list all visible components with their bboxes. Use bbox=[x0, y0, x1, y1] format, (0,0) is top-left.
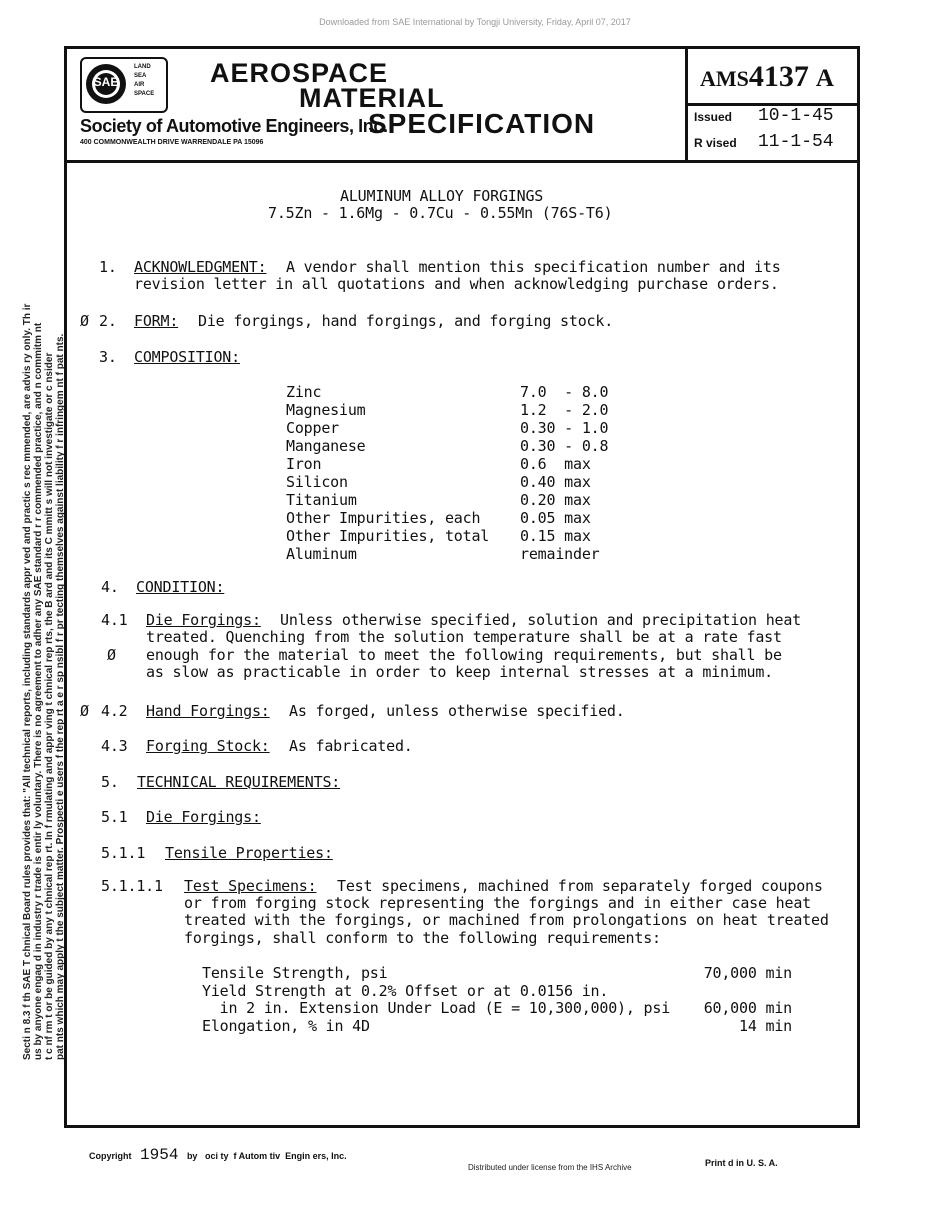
download-note: Downloaded from SAE International by Tongji University, Friday, April 07, 2017 bbox=[319, 17, 631, 27]
prop-value: 70,000 min bbox=[703, 964, 792, 982]
s41-num: 4.1 bbox=[101, 611, 128, 629]
composition-row bbox=[286, 491, 608, 509]
element-name: Manganese bbox=[286, 437, 366, 455]
s41-mark: Ø bbox=[107, 646, 116, 664]
s5111-line1: Test specimens, machined from separately forged coupons bbox=[337, 877, 823, 895]
element-name: Copper bbox=[286, 419, 339, 437]
header-divider bbox=[66, 160, 858, 163]
element-name: Zinc bbox=[286, 383, 322, 401]
s2-num: 2. bbox=[99, 312, 117, 330]
s43-text: As fabricated. bbox=[289, 737, 413, 755]
s41-line3: enough for the material to meet the following requirements, but shall be bbox=[146, 646, 782, 664]
s5111-head: Test Specimens: bbox=[184, 877, 317, 895]
s42-mark: Ø bbox=[80, 702, 89, 720]
composition-row bbox=[286, 455, 608, 473]
element-name: Iron bbox=[286, 455, 322, 473]
composition-row bbox=[286, 383, 608, 401]
s41-line2: treated. Quenching from the solution temperature shall be at a rate fast bbox=[146, 628, 782, 646]
element-range: 1.2 - 2.0 bbox=[520, 401, 609, 419]
revised-label: R vised bbox=[694, 136, 737, 150]
s43-head: Forging Stock: bbox=[146, 737, 270, 755]
s43-num: 4.3 bbox=[101, 737, 128, 755]
s41-line1: Unless otherwise specified, solution and precipitation heat bbox=[280, 611, 802, 629]
element-range: 0.20 max bbox=[520, 491, 591, 509]
header-aerospace: AEROSPACE bbox=[210, 58, 389, 88]
header-specification: SPECIFICATION bbox=[368, 108, 596, 139]
element-name: Other Impurities, total bbox=[286, 527, 490, 545]
element-name: Aluminum bbox=[286, 545, 357, 563]
element-name: Titanium bbox=[286, 491, 357, 509]
prop-label: in 2 in. Extension Under Load (E = 10,300,000), psi bbox=[202, 999, 671, 1017]
s2-text: Die forgings, hand forgings, and forging stock. bbox=[198, 312, 614, 330]
composition-row bbox=[286, 473, 608, 491]
s4-head: CONDITION: bbox=[136, 578, 225, 596]
s5111-line2: or from forging stock representing the forgings and in either case heat bbox=[184, 894, 811, 912]
composition-row bbox=[286, 437, 608, 455]
s3-head: COMPOSITION: bbox=[134, 348, 240, 366]
s41-line4: as slow as practicable in order to keep internal stresses at a minimum. bbox=[146, 663, 773, 681]
composition-table bbox=[286, 383, 608, 563]
s1-num: 1. bbox=[99, 258, 117, 276]
composition-row bbox=[286, 401, 608, 419]
s511-head: Tensile Properties: bbox=[165, 844, 333, 862]
s5111-line4: forgings, shall conform to the following requirements: bbox=[184, 929, 661, 947]
prop-value: 14 min bbox=[739, 1016, 792, 1035]
society-address: 400 COMMONWEALTH DRIVE WARRENDALE PA 15096 bbox=[80, 139, 264, 146]
side-note: Secti n 8.3 f th SAE T chnical Board rules provides that: "All technical reports, including standards appr ved and practic s rec mmended, are advis ry only. Th ir us by anyone engag d in industry r trade is entir ly voluntary. There is no agreement to adher any SAE standard r r commended practice, and n commitm nt t c nf rm t or be guided by any t chnical rep rt. In f rmulating and appr ving t chnical rep rts, the B ard and its C mmitt s will not investigate or c nsider pat nts which may apply t the subject matter. Prospecti e users f the rep rt a e r sp nsibl f r pr tecting themselves against liability f r infringem nt f pat nts. bbox=[22, 303, 66, 1060]
s5-head: TECHNICAL REQUIREMENTS: bbox=[137, 773, 341, 791]
s51-head: Die Forgings: bbox=[146, 808, 261, 826]
prop-label: Elongation, % in 4D bbox=[202, 1016, 370, 1035]
element-name: Magnesium bbox=[286, 401, 366, 419]
prop-row bbox=[202, 964, 792, 982]
prop-row bbox=[202, 1017, 792, 1035]
s5111-line3: treated with the forgings, or machined from prolongations on heat treated bbox=[184, 911, 829, 929]
s1-line1: A vendor shall mention this specification number and its bbox=[286, 258, 781, 276]
props-list bbox=[202, 964, 792, 1034]
prop-row bbox=[202, 999, 792, 1017]
printed-note: Print d in U. S. A. bbox=[705, 1158, 778, 1168]
element-range: 0.40 max bbox=[520, 473, 591, 491]
element-range: 0.30 - 1.0 bbox=[520, 419, 609, 437]
s42-text: As forged, unless otherwise specified. bbox=[289, 702, 625, 720]
element-range: remainder bbox=[520, 545, 600, 563]
s1-head: ACKNOWLEDGMENT: bbox=[134, 258, 267, 276]
s3-num: 3. bbox=[99, 348, 117, 366]
ams-number: AMS4137 A bbox=[700, 60, 834, 93]
s42-num: 4.2 bbox=[101, 702, 128, 720]
logo-letters: SAE bbox=[93, 75, 119, 89]
composition-row bbox=[286, 545, 608, 563]
s1-line2: revision letter in all quotations and when acknowledging purchase orders. bbox=[134, 275, 779, 293]
s4-num: 4. bbox=[101, 578, 119, 596]
element-range: 0.05 max bbox=[520, 509, 591, 527]
s5-num: 5. bbox=[101, 773, 119, 791]
doc-title-2: 7.5Zn - 1.6Mg - 0.7Cu - 0.55Mn (76S-T6) bbox=[268, 204, 613, 222]
composition-row bbox=[286, 419, 608, 437]
s51-num: 5.1 bbox=[101, 808, 128, 826]
element-range: 0.30 - 0.8 bbox=[520, 437, 609, 455]
s2-mark: Ø bbox=[80, 312, 89, 330]
element-name: Other Impurities, each bbox=[286, 509, 481, 527]
prop-row bbox=[202, 982, 792, 1000]
s511-num: 5.1.1 bbox=[101, 844, 146, 862]
doc-title-1: ALUMINUM ALLOY FORGINGS bbox=[340, 187, 544, 205]
composition-row bbox=[286, 509, 608, 527]
issued-date: 10-1-45 bbox=[758, 106, 834, 126]
distributed-note: Distributed under license from the IHS Archive bbox=[468, 1163, 632, 1172]
header-material: MATERIAL bbox=[299, 83, 445, 113]
composition-row bbox=[286, 527, 608, 545]
logo-words: LAND SEA AIR SPACE bbox=[134, 64, 155, 97]
element-range: 0.15 max bbox=[520, 527, 591, 545]
element-name: Silicon bbox=[286, 473, 348, 491]
s5111-num: 5.1.1.1 bbox=[101, 877, 163, 895]
element-range: 7.0 - 8.0 bbox=[520, 383, 609, 401]
element-range: 0.6 max bbox=[520, 455, 591, 473]
prop-label: Yield Strength at 0.2% Offset or at 0.0156 in. bbox=[202, 981, 609, 1000]
sae-logo bbox=[80, 57, 168, 113]
revised-date: 11-1-54 bbox=[758, 132, 834, 152]
s41-head: Die Forgings: bbox=[146, 611, 261, 629]
society-name: Society of Automotive Engineers, Inc. bbox=[80, 116, 388, 136]
s2-head: FORM: bbox=[134, 312, 179, 330]
prop-value: 60,000 min bbox=[703, 999, 792, 1017]
prop-label: Tensile Strength, psi bbox=[202, 964, 388, 982]
s42-head: Hand Forgings: bbox=[146, 702, 270, 720]
copyright: Copyright 1954 by oci ty f Autom tiv Engin ers, Inc. bbox=[89, 1146, 347, 1164]
issued-label: Issued bbox=[694, 110, 733, 124]
